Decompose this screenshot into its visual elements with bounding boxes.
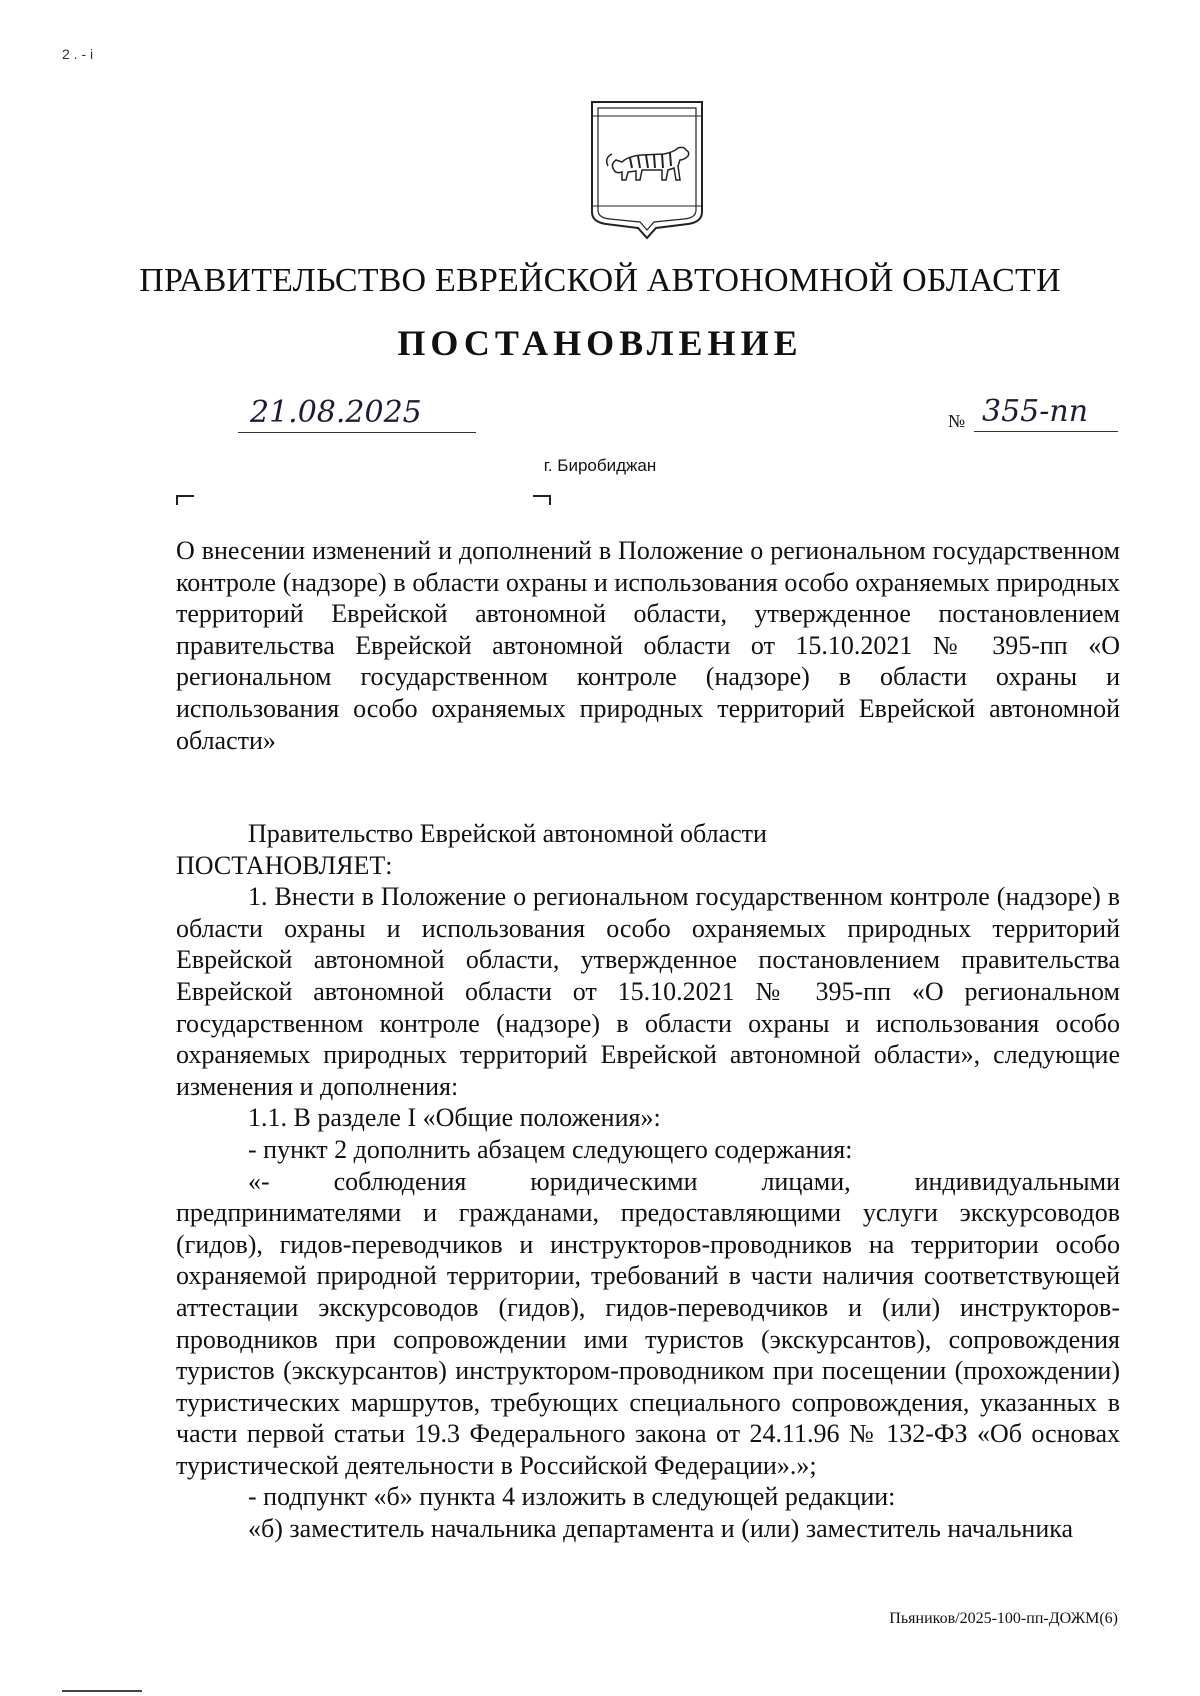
- number-underline: [974, 391, 1118, 432]
- document-type-title: ПОСТАНОВЛЕНИЕ: [397, 323, 803, 363]
- subject-corner-left: [176, 495, 194, 505]
- city-label: г. Биробиджан: [543, 456, 657, 475]
- paragraph-1-1-b-text: «б) заместитель начальника департамента и (или) заместитель начальника: [248, 1514, 1074, 1544]
- government-title: ПРАВИТЕЛЬСТВО ЕВРЕЙСКОЙ АВТОНОМНОЙ ОБЛАСТИ: [139, 262, 1061, 299]
- number-handwritten: 355-пп: [982, 394, 1089, 429]
- number-field: [948, 392, 1118, 432]
- document-subject: О внесении изменений и дополнений в Положение о региональном государственном контроле (надзоре) в области охраны и использования особо охраняемых природных территорий Еврейской автономной области, утвержденное постановлением правительства Еврейской автономной области от 15.10.2021 № 395-пп «О региональном государственном контроле (надзоре) в области охраны и использования особо охраняемых природных территорий Еврейской автономной области»: [176, 536, 1120, 755]
- scan-edge-artifact: [62, 1690, 142, 1692]
- scan-artifact: 2 . - i: [62, 46, 94, 62]
- date-handwritten: 21.08.2025: [250, 395, 422, 430]
- document-body: [176, 818, 1120, 1545]
- preamble-decree: ПОСТАНОВЛЯЕТ:: [176, 850, 393, 880]
- paragraph-1-1: 1.1. В разделе I «Общие положения»:: [248, 1103, 661, 1133]
- date-field: [238, 392, 476, 433]
- number-sign: №: [948, 411, 966, 431]
- paragraph-1-1-quote: «- соблюдения юридическими лицами, индивидуальными предпринимателями и гражданами, предоставляющими услуги экскурсоводов (гидов), гидов-переводчиков и инструкторов-проводников на территории особо охраняемой природной территории, требований в части наличия соответствующей аттестации экскурсоводов (гидов), гидов-переводчиков и (или) инструкторов-проводников при сопровождении ими туристов (экскурсантов), сопровождения туристов (экскурсантов) инструктором-проводником при посещении (прохождении) туристических маршрутов, требующих специального сопровождения, указанных в части первой статьи 19.3 Федерального закона от 24.11.96 № 132-ФЗ «Об основах туристической деятельности в Российской Федерации».»;: [176, 1166, 1120, 1480]
- paragraph-1-1-b: - подпункт «б» пункта 4 изложить в следующей редакции:: [248, 1482, 896, 1512]
- coat-of-arms-tiger-icon: [588, 100, 706, 240]
- preamble-line: Правительство Еврейской автономной области: [248, 819, 767, 848]
- paragraph-1: 1. Внести в Положение о региональном государственном контроле (надзоре) в области охраны и использования особо охраняемых природных территорий Еврейской автономной области, утвержденное постановлением правительства Еврейской автономной области от 15.10.2021 № 395-пп «О региональном государственном контроле (надзоре) в области охраны и использования особо охраняемых природных территорий Еврейской автономной области», следующие изменения и дополнения:: [176, 882, 1120, 1101]
- footer-document-code: Пьяников/2025-100-пп-ДОЖМ(6): [889, 1610, 1118, 1627]
- subject-corner-right: [533, 495, 551, 505]
- paragraph-1-1-a: - пункт 2 дополнить абзацем следующего содержания:: [248, 1134, 853, 1164]
